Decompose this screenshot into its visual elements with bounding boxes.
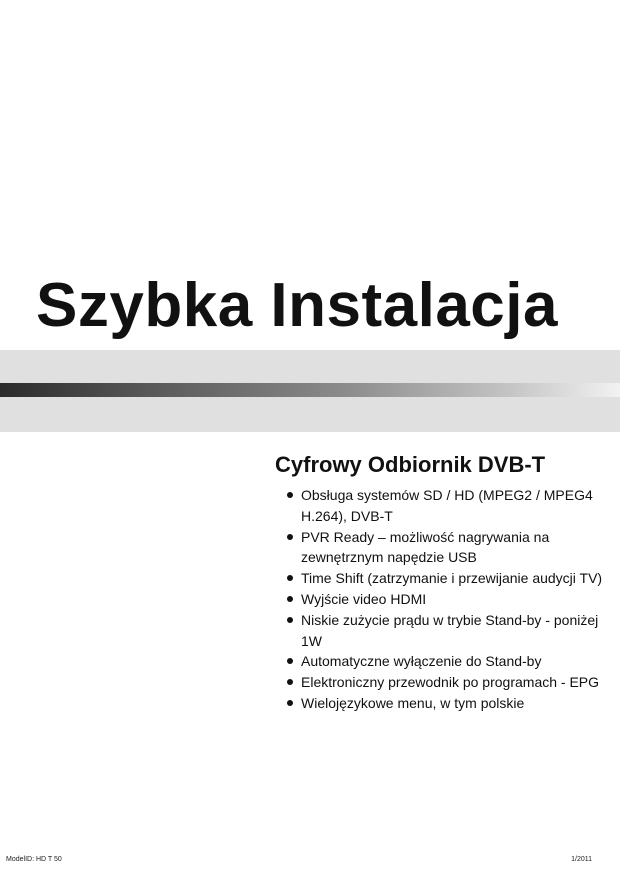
- feature-text: Obsługa systemów SD / HD (MPEG2 / MPEG4 H.264), DVB-T: [301, 487, 593, 524]
- feature-text: Niskie zużycie prądu w trybie Stand-by - poniżej 1W: [301, 611, 599, 649]
- bullet-icon: [287, 492, 293, 498]
- feature-text: Elektroniczny przewodnik po programach - EPG: [301, 674, 600, 691]
- feature-text: PVR Ready – możliwość nagrywania na zewnętrznym napędzie USB: [301, 528, 550, 566]
- list-item: [275, 589, 605, 610]
- list-item: [275, 693, 605, 714]
- bullet-icon: [287, 534, 293, 540]
- footer-model-id: ModelID: HD T 50: [6, 856, 62, 863]
- feature-text: Automatyczne wyłączenie do Stand-by: [301, 653, 542, 670]
- list-item: [275, 485, 605, 527]
- list-item: [275, 651, 605, 672]
- features-heading: Cyfrowy Odbiornik DVB-T: [275, 452, 546, 477]
- list-item: [275, 672, 605, 693]
- bullet-icon: [287, 700, 293, 706]
- bullet-icon: [287, 679, 293, 685]
- bullet-icon: [287, 575, 293, 581]
- page-title: Szybka Instalacja: [36, 271, 558, 340]
- feature-text: Time Shift (zatrzymanie i przewijanie audycji TV): [301, 570, 603, 587]
- gradient-divider: [0, 383, 620, 397]
- feature-text: Wielojęzykowe menu, w tym polskie: [301, 694, 525, 711]
- feature-text: Wyjście video HDMI: [301, 590, 427, 607]
- bullet-icon: [287, 596, 293, 602]
- features-section: [275, 450, 605, 714]
- list-item: [275, 527, 605, 569]
- feature-list: [275, 485, 605, 714]
- footer-date: 1/2011: [571, 856, 592, 863]
- list-item: [275, 610, 605, 652]
- bullet-icon: [287, 617, 293, 623]
- bullet-icon: [287, 658, 293, 664]
- list-item: [275, 568, 605, 589]
